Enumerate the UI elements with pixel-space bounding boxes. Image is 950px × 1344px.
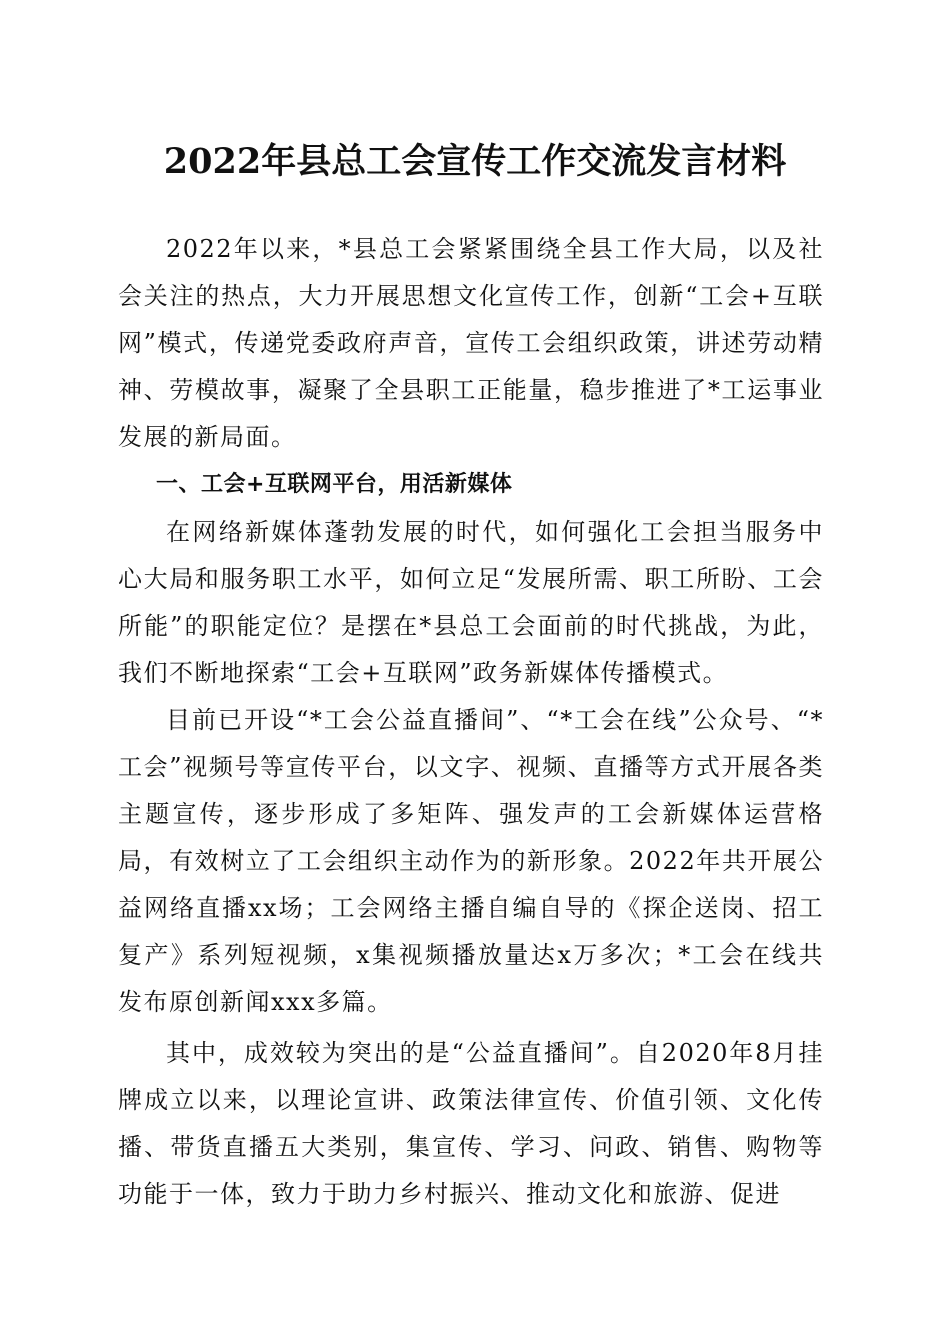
section-heading: 一、工会+互联网平台，用活新媒体 [156,472,513,497]
paragraph-platforms: 目前已开设“*工会公益直播间”、“*工会在线”公众号、“*工会”视频号等宣传平台，以文字、视频、直播等方式开展各类主题宣传，逐步形成了多矩阵、强发声的工会新媒体运营格局，有效树立了工会组织主动作为的新形象。2022年共开展公益网络直播xx场；工会网络主播自编自导的《探企送岗、招工复产》系列短视频，x集视频播放量达x万多次；*工会在线共发布原创新闻xxx多篇。 [118,706,824,1016]
paragraph-challenge: 在网络新媒体蓬勃发展的时代，如何强化工会担当服务中心大局和服务职工水平，如何立足“发展所需、职工所盼、工会所能”的职能定位？是摆在*县总工会面前的时代挑战，为此，我们不断地探索“工会+互联网”政务新媒体传播模式。 [118,518,824,687]
paragraph-intro: 2022年以来，*县总工会紧紧围绕全县工作大局，以及社会关注的热点，大力开展思想文化宣传工作，创新“工会+互联网”模式，传递党委政府声音，宣传工会组织政策，讲述劳动精神、劳模故事，凝聚了全县职工正能量，稳步推进了*工运事业发展的新局面。 [118,235,824,451]
document-body [118,226,824,1218]
document-title: 2022年县总工会宣传工作交流发言材料 [163,141,787,182]
paragraph-livestream: 其中，成效较为突出的是“公益直播间”。自2020年8月挂牌成立以来，以理论宣讲、政策法律宣传、价值引领、文化传播、带货直播五大类别，集宣传、学习、问政、销售、购物等功能于一体，致力于助力乡村振兴、推动文化和旅游、促进 [118,1039,824,1208]
